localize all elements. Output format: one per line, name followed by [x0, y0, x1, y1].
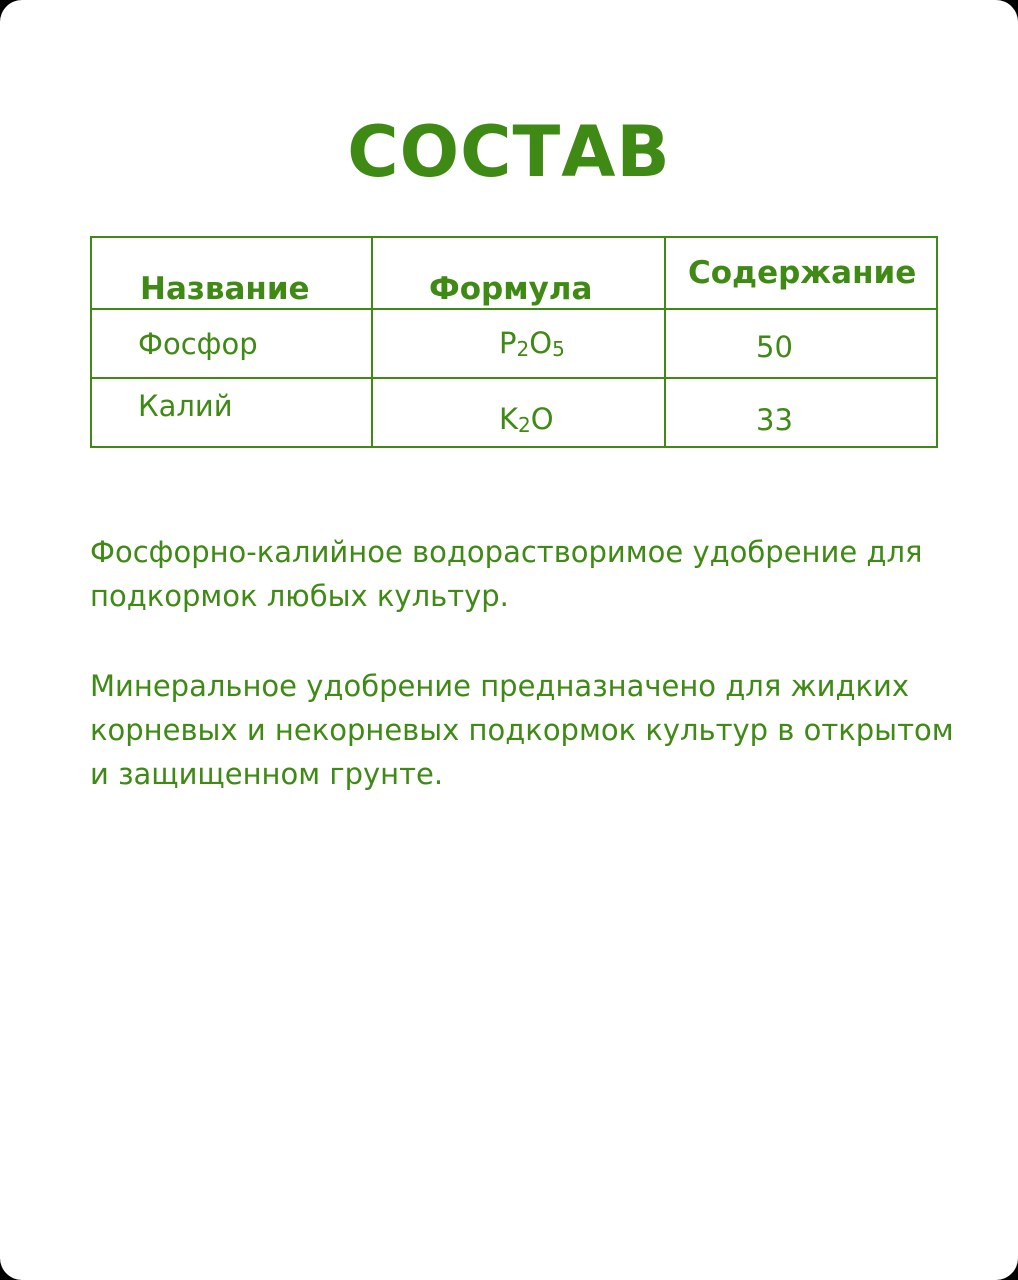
cell-name: Калий — [91, 378, 372, 447]
description-paragraph: Фосфорно-калийное водорастворимое удобрение для подкормок любых культур. — [90, 535, 923, 613]
formula-part: O — [529, 326, 553, 360]
table-header-row — [91, 237, 937, 309]
page-title: СОСТАВ — [347, 111, 671, 193]
cell-formula — [372, 378, 665, 447]
formula-subscript: 2 — [518, 413, 531, 437]
cell-value: 33 — [665, 378, 937, 447]
cell-name: Фосфор — [91, 309, 372, 378]
formula-part: K — [499, 402, 519, 436]
header-content: Содержание — [665, 237, 937, 309]
formula-part: O — [530, 402, 554, 436]
formula-subscript: 5 — [552, 337, 565, 361]
cell-formula — [372, 309, 665, 378]
purpose-paragraph: Минеральное удобрение предназначено для жидких корневых и некорневых подкормок культур в открытом и защищенном грунте. — [90, 669, 954, 791]
formula-subscript: 2 — [516, 337, 530, 361]
composition-table — [90, 236, 938, 448]
formula-part: P — [499, 326, 517, 360]
header-formula: Формула — [372, 237, 665, 309]
header-name: Название — [91, 237, 372, 309]
table-row — [91, 378, 937, 447]
cell-value: 50 — [665, 309, 937, 378]
table-row — [91, 309, 937, 378]
